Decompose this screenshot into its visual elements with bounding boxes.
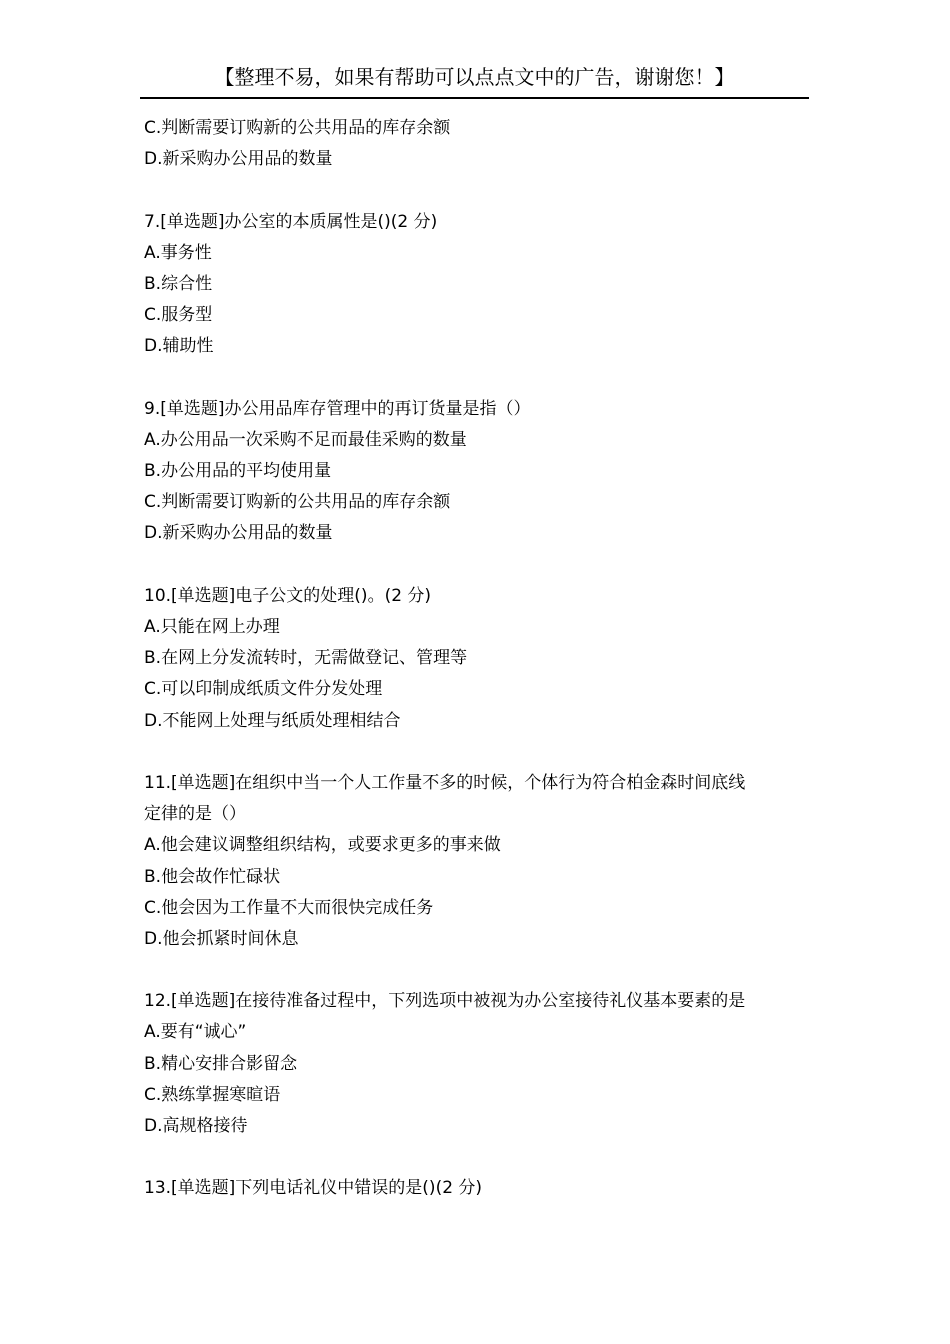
option-b: B.综合性 bbox=[144, 273, 213, 294]
question-13 bbox=[144, 1173, 809, 1204]
question-title: 13.[单选题]下列电话礼仪中错误的是()(2 分) bbox=[144, 1178, 483, 1199]
question-9 bbox=[144, 394, 809, 550]
option-d: D.不能网上处理与纸质处理相结合 bbox=[144, 710, 401, 731]
option-a: A.办公用品一次采购不足而最佳采购的数量 bbox=[144, 429, 467, 450]
option-d: D.高规格接待 bbox=[144, 1116, 248, 1136]
option-b: B.精心安排合影留念 bbox=[144, 1053, 298, 1074]
option-d: D.辅助性 bbox=[144, 336, 214, 357]
question-title-line-1: 11.[单选题]在组织中当一个人工作量不多的时候，个体行为符合柏金森时间底线 bbox=[144, 772, 746, 793]
question-12 bbox=[144, 986, 809, 1142]
option-d: D.新采购办公用品的数量 bbox=[144, 523, 333, 544]
spacer bbox=[144, 550, 809, 581]
option-a: A.只能在网上办理 bbox=[144, 617, 280, 637]
spacer bbox=[144, 363, 809, 394]
option-c: C.他会因为工作量不大而很快完成任务 bbox=[144, 897, 434, 918]
option-d: D.新采购办公用品的数量 bbox=[144, 149, 333, 170]
option-c: C.判断需要订购新的公共用品的库存余额 bbox=[144, 118, 451, 138]
spacer bbox=[144, 1142, 809, 1173]
question-title-line-2: 定律的是（） bbox=[144, 804, 246, 825]
option-d: D.他会抓紧时间休息 bbox=[144, 928, 299, 949]
spacer bbox=[144, 737, 809, 768]
option-b: B.在网上分发流转时，无需做登记、管理等 bbox=[144, 648, 468, 669]
question-11 bbox=[144, 768, 809, 955]
option-a: A.要有“诚心” bbox=[144, 1022, 247, 1043]
question-title: 12.[单选题]在接待准备过程中，下列选项中被视为办公室接待礼仪基本要素的是 bbox=[144, 991, 746, 1012]
spacer bbox=[144, 175, 809, 206]
question-10 bbox=[144, 581, 809, 737]
option-c: C.判断需要订购新的公共用品的库存余额 bbox=[144, 492, 451, 513]
option-c: C.服务型 bbox=[144, 305, 213, 326]
question-7 bbox=[144, 207, 809, 363]
question-title: 9.[单选题]办公用品库存管理中的再订货量是指（） bbox=[144, 398, 531, 419]
spacer bbox=[144, 955, 809, 986]
page-header: 【整理不易，如果有帮助可以点点文中的广告，谢谢您！】 bbox=[214, 65, 735, 89]
option-b: B.他会故作忙碌状 bbox=[144, 866, 281, 887]
header-divider bbox=[140, 97, 809, 99]
option-c: C.熟练掌握寒暄语 bbox=[144, 1084, 281, 1105]
leading-options bbox=[144, 113, 809, 175]
document-body bbox=[144, 113, 809, 1205]
question-title: 10.[单选题]电子公文的处理()。(2 分) bbox=[144, 585, 432, 606]
option-a: A.事务性 bbox=[144, 242, 212, 263]
option-c: C.可以印制成纸质文件分发处理 bbox=[144, 679, 383, 700]
option-b: B.办公用品的平均使用量 bbox=[144, 461, 332, 482]
question-title: 7.[单选题]办公室的本质属性是()(2 分) bbox=[144, 211, 438, 232]
option-a: A.他会建议调整组织结构，或要求更多的事来做 bbox=[144, 835, 501, 856]
